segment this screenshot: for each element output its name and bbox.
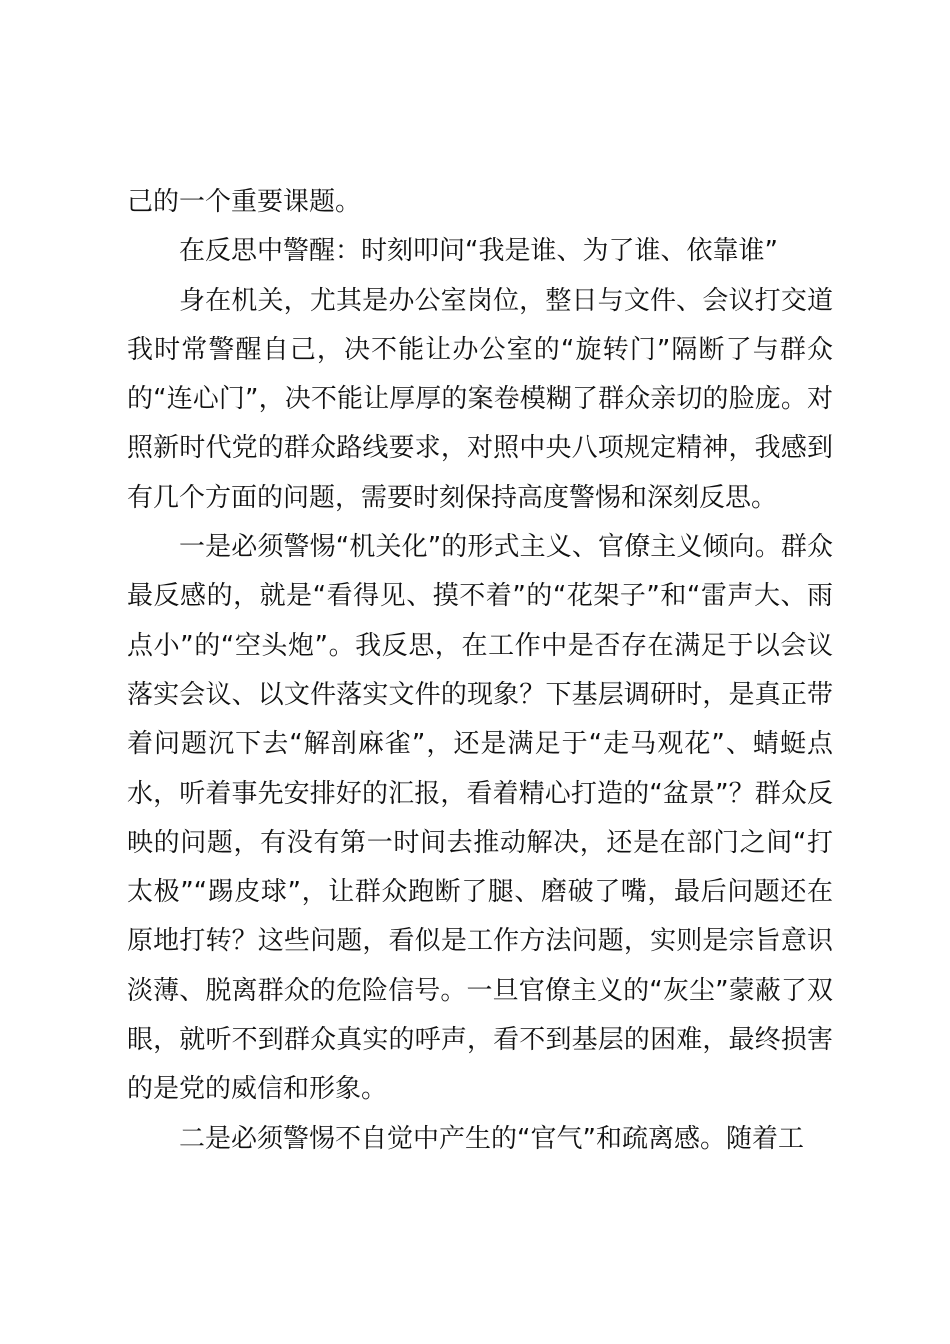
paragraph-point-one: 一是必须警惕“机关化”的形式主义、官僚主义倾向。群众最反感的，就是“看得见、摸不着”的“花架子”和“雷声大、雨点小”的“空头炮”。我反思，在工作中是否存在满足于以会议落实会议、以文件落实文件的现象？下基层调研时，是真正带着问题沉下去“解剖麻雀”，还是满足于“走马观花”、蜻蜓点水，听着事先安排好的汇报，看着精心打造的“盆景”？群众反映的问题，有没有第一时间去推动解决，还是在部门之间“打太极”“踢皮球”，让群众跑断了腿、磨破了嘴，最后问题还在原地打转？这些问题，看似是工作方法问题，实则是宗旨意识淡薄、脱离群众的危险信号。一旦官僚主义的“灰尘”蒙蔽了双眼，就听不到群众真实的呼声，看不到基层的困难，最终损害的是党的威信和形象。 (127, 532, 833, 1105)
section-heading: 在反思中警醒：时刻叩问“我是谁、为了谁、依靠谁” (179, 236, 778, 267)
document-body (127, 178, 833, 1164)
paragraph-office-reflection: 身在机关，尤其是办公室岗位，整日与文件、会议打交道我时常警醒自己，决不能让办公室的“旋转门”隔断了与群众的“连心门”，决不能让厚厚的案卷模糊了群众亲切的脸庞。对照新时代党的群众路线要求，对照中央八项规定精神，我感到有几个方面的问题，需要时刻保持高度警惕和深刻反思。 (127, 285, 833, 513)
paragraph-point-two: 二是必须警惕不自觉中产生的“官气”和疏离感。随着工 (179, 1123, 804, 1154)
paragraph-continuation: 己的一个重要课题。 (127, 187, 362, 217)
